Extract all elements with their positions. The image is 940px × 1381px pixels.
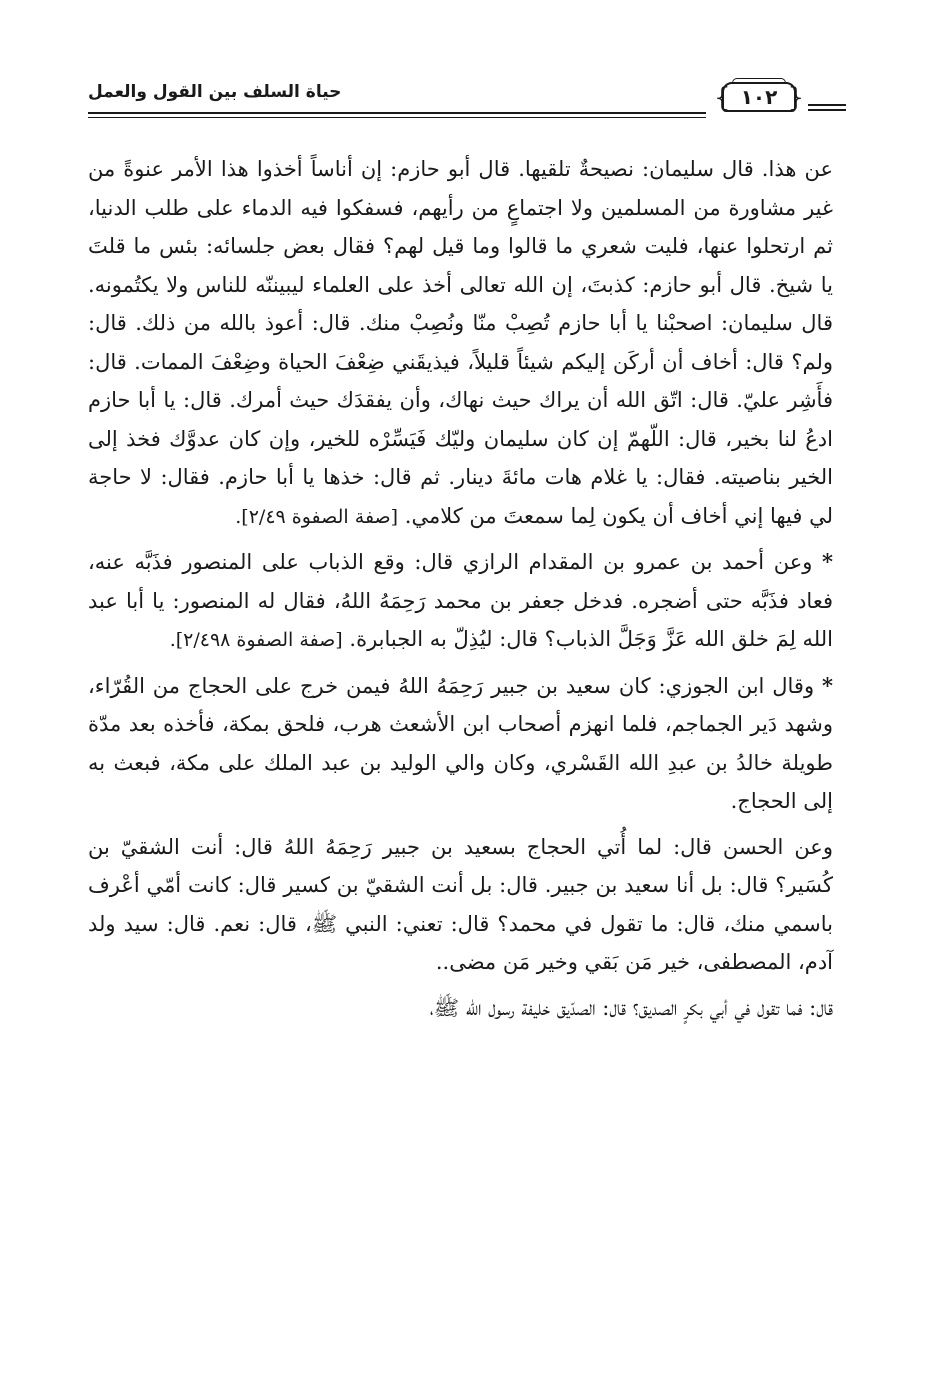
line: قال: فأَشِر عليّ. قال: اتّق الله أن يراك حيث نهاك، وأن يفقدَك حيث أمرك.	[88, 349, 833, 412]
source-citation: [صفة الصفوة ٢/٤٩].	[235, 505, 399, 528]
line: عن هذا. قال سليمان: نصيحةٌ تلقيها. قال أبو حازم: إن أناساً أخذوا هذا	[220, 157, 833, 181]
line: مضى..	[435, 950, 497, 974]
line: فقال له المنصور: يا أبا عبد الله لِمَ خلق الله عَزَّ وَجَلَّ الذباب؟ قال: ليُذِلّ به	[88, 588, 833, 651]
paragraph	[88, 667, 833, 821]
line: هرب، فلحق بمكة، فأخذه بعد مدّة طويلة خالدُ بن عبدِ الله القَسْري، وكان	[88, 712, 833, 775]
line: الحجاج من القُرّاء، وشهد دَير الجماجم، فلما انهزم أصحاب ابن الأشعث	[88, 673, 833, 736]
star-bullet: *	[822, 672, 833, 698]
line: حازم تُصِبْ منّا ونُصِبْ منك. قال: أعوذ بالله من ذلك. قال: ولم؟ قال:	[88, 311, 834, 374]
paragraph	[88, 828, 833, 982]
line: قال: فما تقول في أبي بكرٍ الصديق؟ قال: الصدّيق خليفة رسول الله ﷺ،	[429, 995, 833, 1020]
line: وعن أحمد بن عمرو بن المقدام الرازي قال: وقع الذباب على	[261, 550, 813, 574]
line: المنصور فذَبَّه عنه، فعاد فذَبَّه حتى أضجره. فدخل جعفر بن محمد رَحِمَهُ اللهُ،	[88, 550, 833, 613]
line: الجبابرة.	[349, 627, 424, 651]
badge-brace-right: }	[787, 83, 804, 113]
header-rule	[88, 112, 706, 114]
page-number-badge	[714, 78, 804, 116]
page-body	[88, 150, 833, 1034]
paragraph	[88, 989, 833, 1028]
line: لهم؟ فقال بعض جلسائه: بئس ما قلتَ يا شيخ. قال أبو حازم: كذبتَ، إن الله	[88, 234, 833, 297]
header-rule-short-2	[808, 109, 846, 111]
running-title: حياة السلف بين القول والعمل	[88, 82, 342, 102]
line: قال: كانت أمّي أعْرف باسمي منك، قال: ما تقول في محمد؟ قال: تعني:	[88, 873, 833, 936]
header-rule-short	[808, 104, 846, 106]
page-header	[88, 74, 846, 122]
paragraph	[88, 150, 833, 536]
line: الدماء على طلب الدنيا، ثم ارتحلوا عنها، فليت شعري ما قالوا وما قيل	[88, 195, 833, 258]
star-bullet: *	[822, 549, 833, 574]
page-number: ١٠٢	[740, 85, 778, 109]
line: يكون لِما سمعتَ من كلامي.	[404, 503, 646, 528]
paragraph	[88, 543, 833, 660]
line: تعالى أخذ على العلماء ليبيننّه للناس ولا يكتُمونه. قال سليمان: اصحبْنا يا أبا	[88, 272, 833, 335]
line: والي الوليد بن عبد الملك على مكة، فبعث به إلى الحجاج.	[88, 750, 833, 813]
line: للخير، وإن كان عدوَّك فخذ إلى الخير بناصيته. فقال: يا غلام هات مائةَ	[88, 426, 833, 489]
badge-brace-left: {	[714, 83, 731, 113]
line: الشقيّ بن كُسَير؟ قال: بل أنا سعيد بن جبير. قال: بل أنت الشقيّ بن كسير	[88, 834, 834, 897]
line: وعن الحسن قال: لما أُتي الحجاج بسعيد بن جبير رَحِمَهُ اللهُ قال: أنت	[190, 834, 833, 859]
line: النبي ﷺ، قال: نعم. قال: سيد ولد آدم، المصطفى، خير مَن بَقي وخير مَن	[88, 911, 833, 974]
line: وقال ابن الجوزي: كان سعيد بن جبير رَحِمَهُ اللهُ فيمن خرج على	[255, 673, 815, 698]
source-citation: [صفة الصفوة ٢/٤٩٨].	[169, 629, 343, 651]
line: دينار. ثم قال: خذها يا أبا حازم. فقال: لا حاجة لي فيها إني أخاف أن	[88, 465, 833, 528]
line: أخاف أن أركَن إليكم شيئاً قليلاً، فيذيقَني ضِعْفَ الحياة وضِعْفَ الممات.	[134, 349, 738, 374]
header-rule-thin	[88, 117, 706, 118]
line: قال: يا أبا حازم ادعُ لنا بخير، قال: اللّهمّ إن كان سليمان وليّك فَيَسِّرْه	[88, 388, 833, 451]
line: الأمر عنوةً من غير مشاورة من المسلمين ولا اجتماعٍ من رأيهم، فسفكوا فيه	[88, 157, 833, 220]
